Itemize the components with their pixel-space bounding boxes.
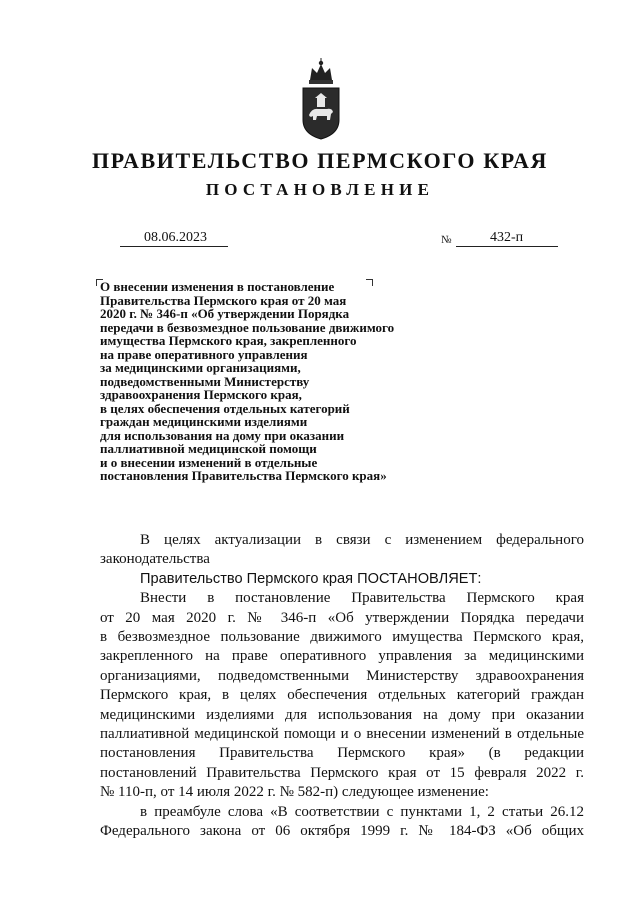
document-type: ПОСТАНОВЛЕНИЕ [205, 180, 435, 199]
body-line: закрепленного на праве оперативного управления за медицинскими [100, 648, 584, 665]
body-line: законодательства [100, 551, 210, 568]
body-line: медицинскими изделиями для использования на дому при оказании [100, 706, 584, 723]
body-line: паллиативной медицинской помощи и о внесении изменений в отдельные [100, 726, 584, 743]
subject-line: передачи в безвозмездное пользование движимого [100, 319, 395, 335]
body-line: от 20 мая 2020 г. № 346-п «Об утверждении Порядка передачи [100, 609, 584, 626]
document-body [100, 531, 584, 842]
body-line: в безвозмездное пользование движимого имущества Пермского края, [100, 629, 584, 646]
subject-line: на праве оперативного управления [100, 346, 308, 362]
body-line: В целях актуализации в связи с изменением федерального [140, 532, 584, 548]
body-line: в преамбуле слова «В соответствии с пунктами 1, 2 статьи 26.12 [140, 803, 584, 820]
body-line: организациями, подведомственными Министерству здравоохранения [100, 667, 584, 684]
subject-line: здравоохранения Пермского края, [100, 387, 302, 402]
document-subject [100, 280, 394, 483]
subject-line: подведомственными Министерству [100, 373, 310, 389]
document-date: 08.06.2023 [120, 230, 228, 247]
subject-line: паллиативной медицинской помощи [100, 441, 317, 456]
subject-line: для использования на дому при оказании [100, 427, 345, 443]
subject-line: 2020 г. № 346-п «Об утверждении Порядка [100, 306, 350, 321]
body-line: постановления Правительства Пермского края» (в редакции [100, 745, 584, 762]
body-line: Внести в постановление Правительства Пермского края [140, 590, 584, 607]
body-line: № 110-п, от 14 июля 2022 г. № 582-п) следующее изменение: [100, 784, 489, 801]
subject-line: Правительства Пермского края от 20 мая [100, 292, 347, 308]
document-number: 432-п [456, 230, 558, 247]
subject-line: постановления Правительства Пермского края» [100, 468, 387, 483]
subject-line: О внесении изменения в постановление [100, 279, 335, 294]
subject-line: в целях обеспечения отдельных категорий [100, 400, 350, 416]
body-line: Федерального закона от 06 октября 1999 г. № 184-ФЗ «Об общих [100, 823, 584, 840]
body-line: Правительство Пермского края ПОСТАНОВЛЯЕТ: [140, 570, 482, 587]
subject-line: за медицинскими организациями, [100, 360, 301, 375]
body-line: постановлений Правительства Пермского края от 15 февраля 2022 г. [100, 764, 584, 781]
government-title: ПРАВИТЕЛЬСТВО ПЕРМСКОГО КРАЯ [92, 148, 548, 173]
coat-of-arms-icon [300, 58, 342, 140]
number-label: № [441, 234, 452, 246]
subject-line: и о внесении изменений в отдельные [100, 454, 318, 470]
subject-line: имущества Пермского края, закрепленного [100, 333, 357, 348]
subject-line: граждан медицинскими изделиями [100, 414, 308, 429]
body-line: Пермского края, в целях обеспечения отдельных категорий граждан [100, 687, 584, 704]
